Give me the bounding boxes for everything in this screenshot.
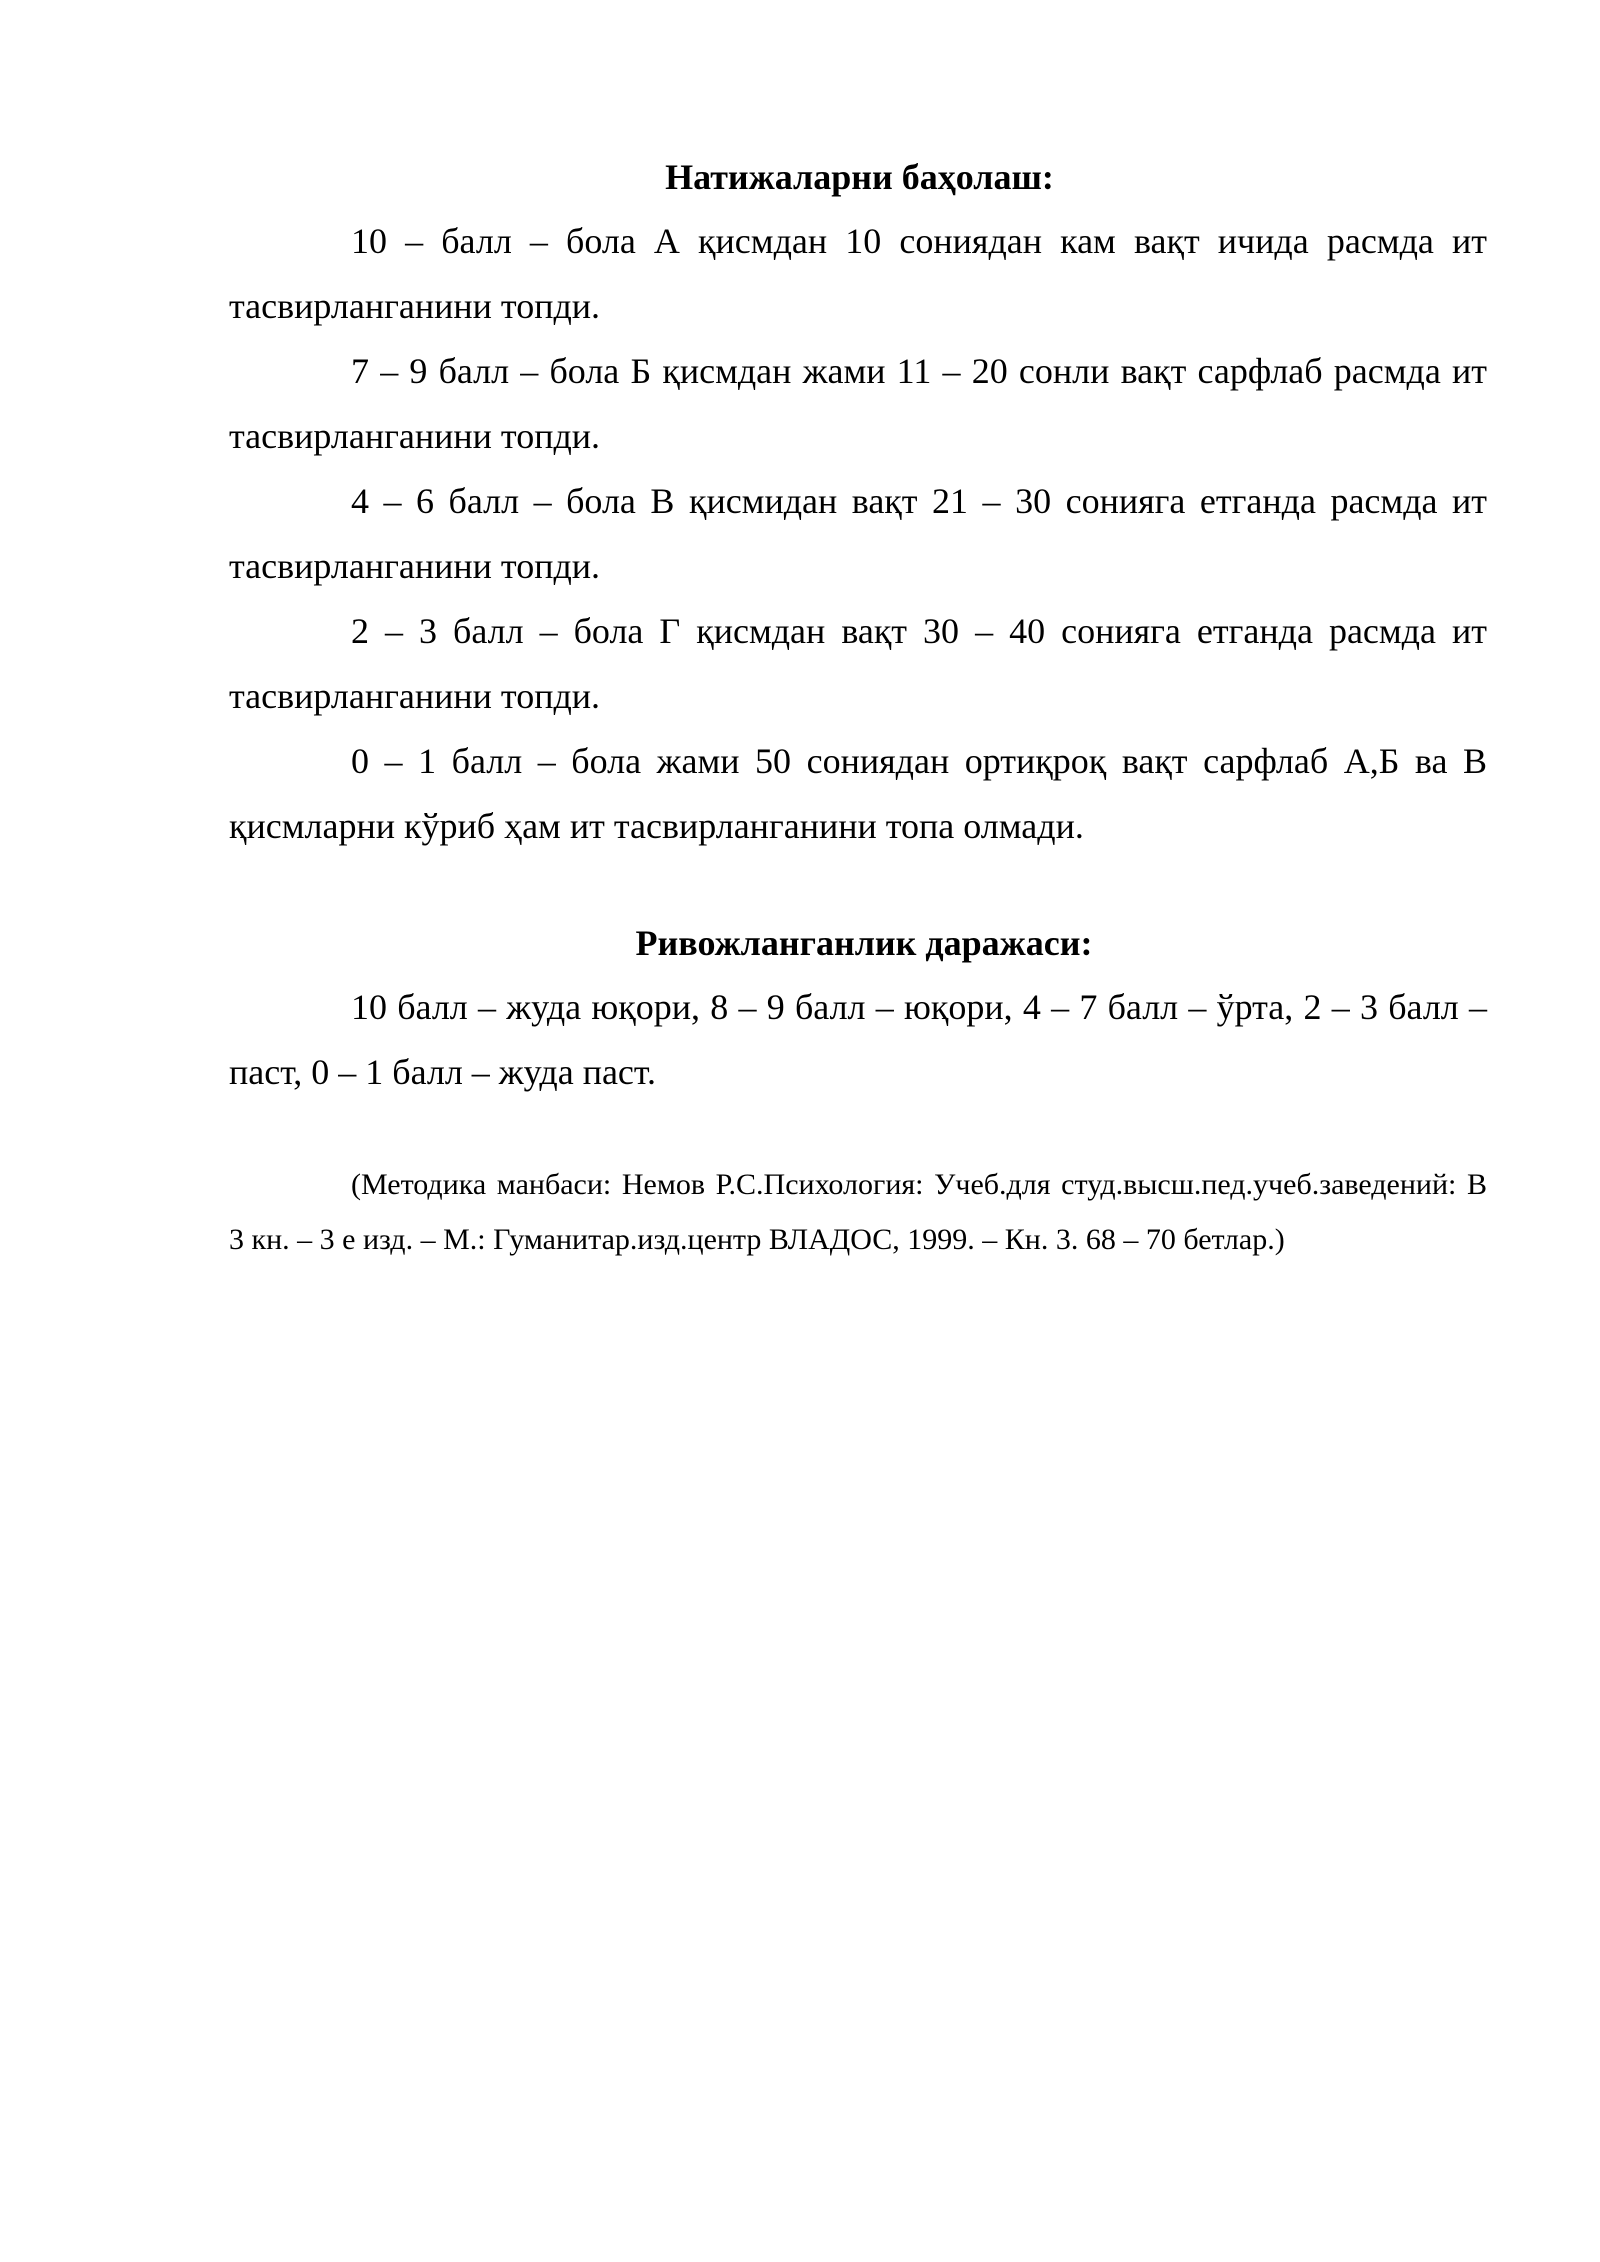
- section-heading-evaluation: Натижаларни баҳолаш:: [665, 157, 1054, 197]
- section-heading-development-level: Ривожланганлик даражаси:: [635, 923, 1093, 963]
- section-spacer: [229, 1105, 1487, 1157]
- score-paragraph-0-1: 0 – 1 балл – бола жами 50 сониядан ортиқроқ вақт сарфлаб А,Б ва В қисмларни кўриб ҳам ит тасвирланганини топа олмади.: [229, 741, 1487, 846]
- score-paragraph-7-9: 7 – 9 балл – бола Б қисмдан жами 11 – 20 сонли вақт сарфлаб расмда ит тасвирланганини топди.: [229, 351, 1487, 456]
- score-paragraph-2-3: 2 – 3 балл – бола Г қисмдан вақт 30 – 40 сонияга етганда расмда ит тасвирланганини топди.: [229, 611, 1487, 716]
- source-citation: (Методика манбаси: Немов Р.С.Психология: Учеб.для студ.высш.пед.учеб.заведений: В 3 кн. – 3 е изд. – М.: Гуманитар.изд.центр ВЛАДОС, 1999. – Кн. 3. 68 – 70 бетлар.): [229, 1168, 1487, 1256]
- section-spacer: [229, 859, 1487, 911]
- development-level-paragraph: 10 балл – жуда юқори, 8 – 9 балл – юқори, 4 – 7 балл – ўрта, 2 – 3 балл – паст, 0 – 1 балл – жуда паст.: [229, 987, 1487, 1092]
- score-paragraph-10: 10 – балл – бола А қисмдан 10 сониядан кам вақт ичида расмда ит тасвирланганини топди.: [229, 221, 1487, 326]
- score-paragraph-4-6: 4 – 6 балл – бола В қисмидан вақт 21 – 30 сонияга етганда расмда ит тасвирланганини топди.: [229, 481, 1487, 586]
- document-page: [229, 145, 1487, 1267]
